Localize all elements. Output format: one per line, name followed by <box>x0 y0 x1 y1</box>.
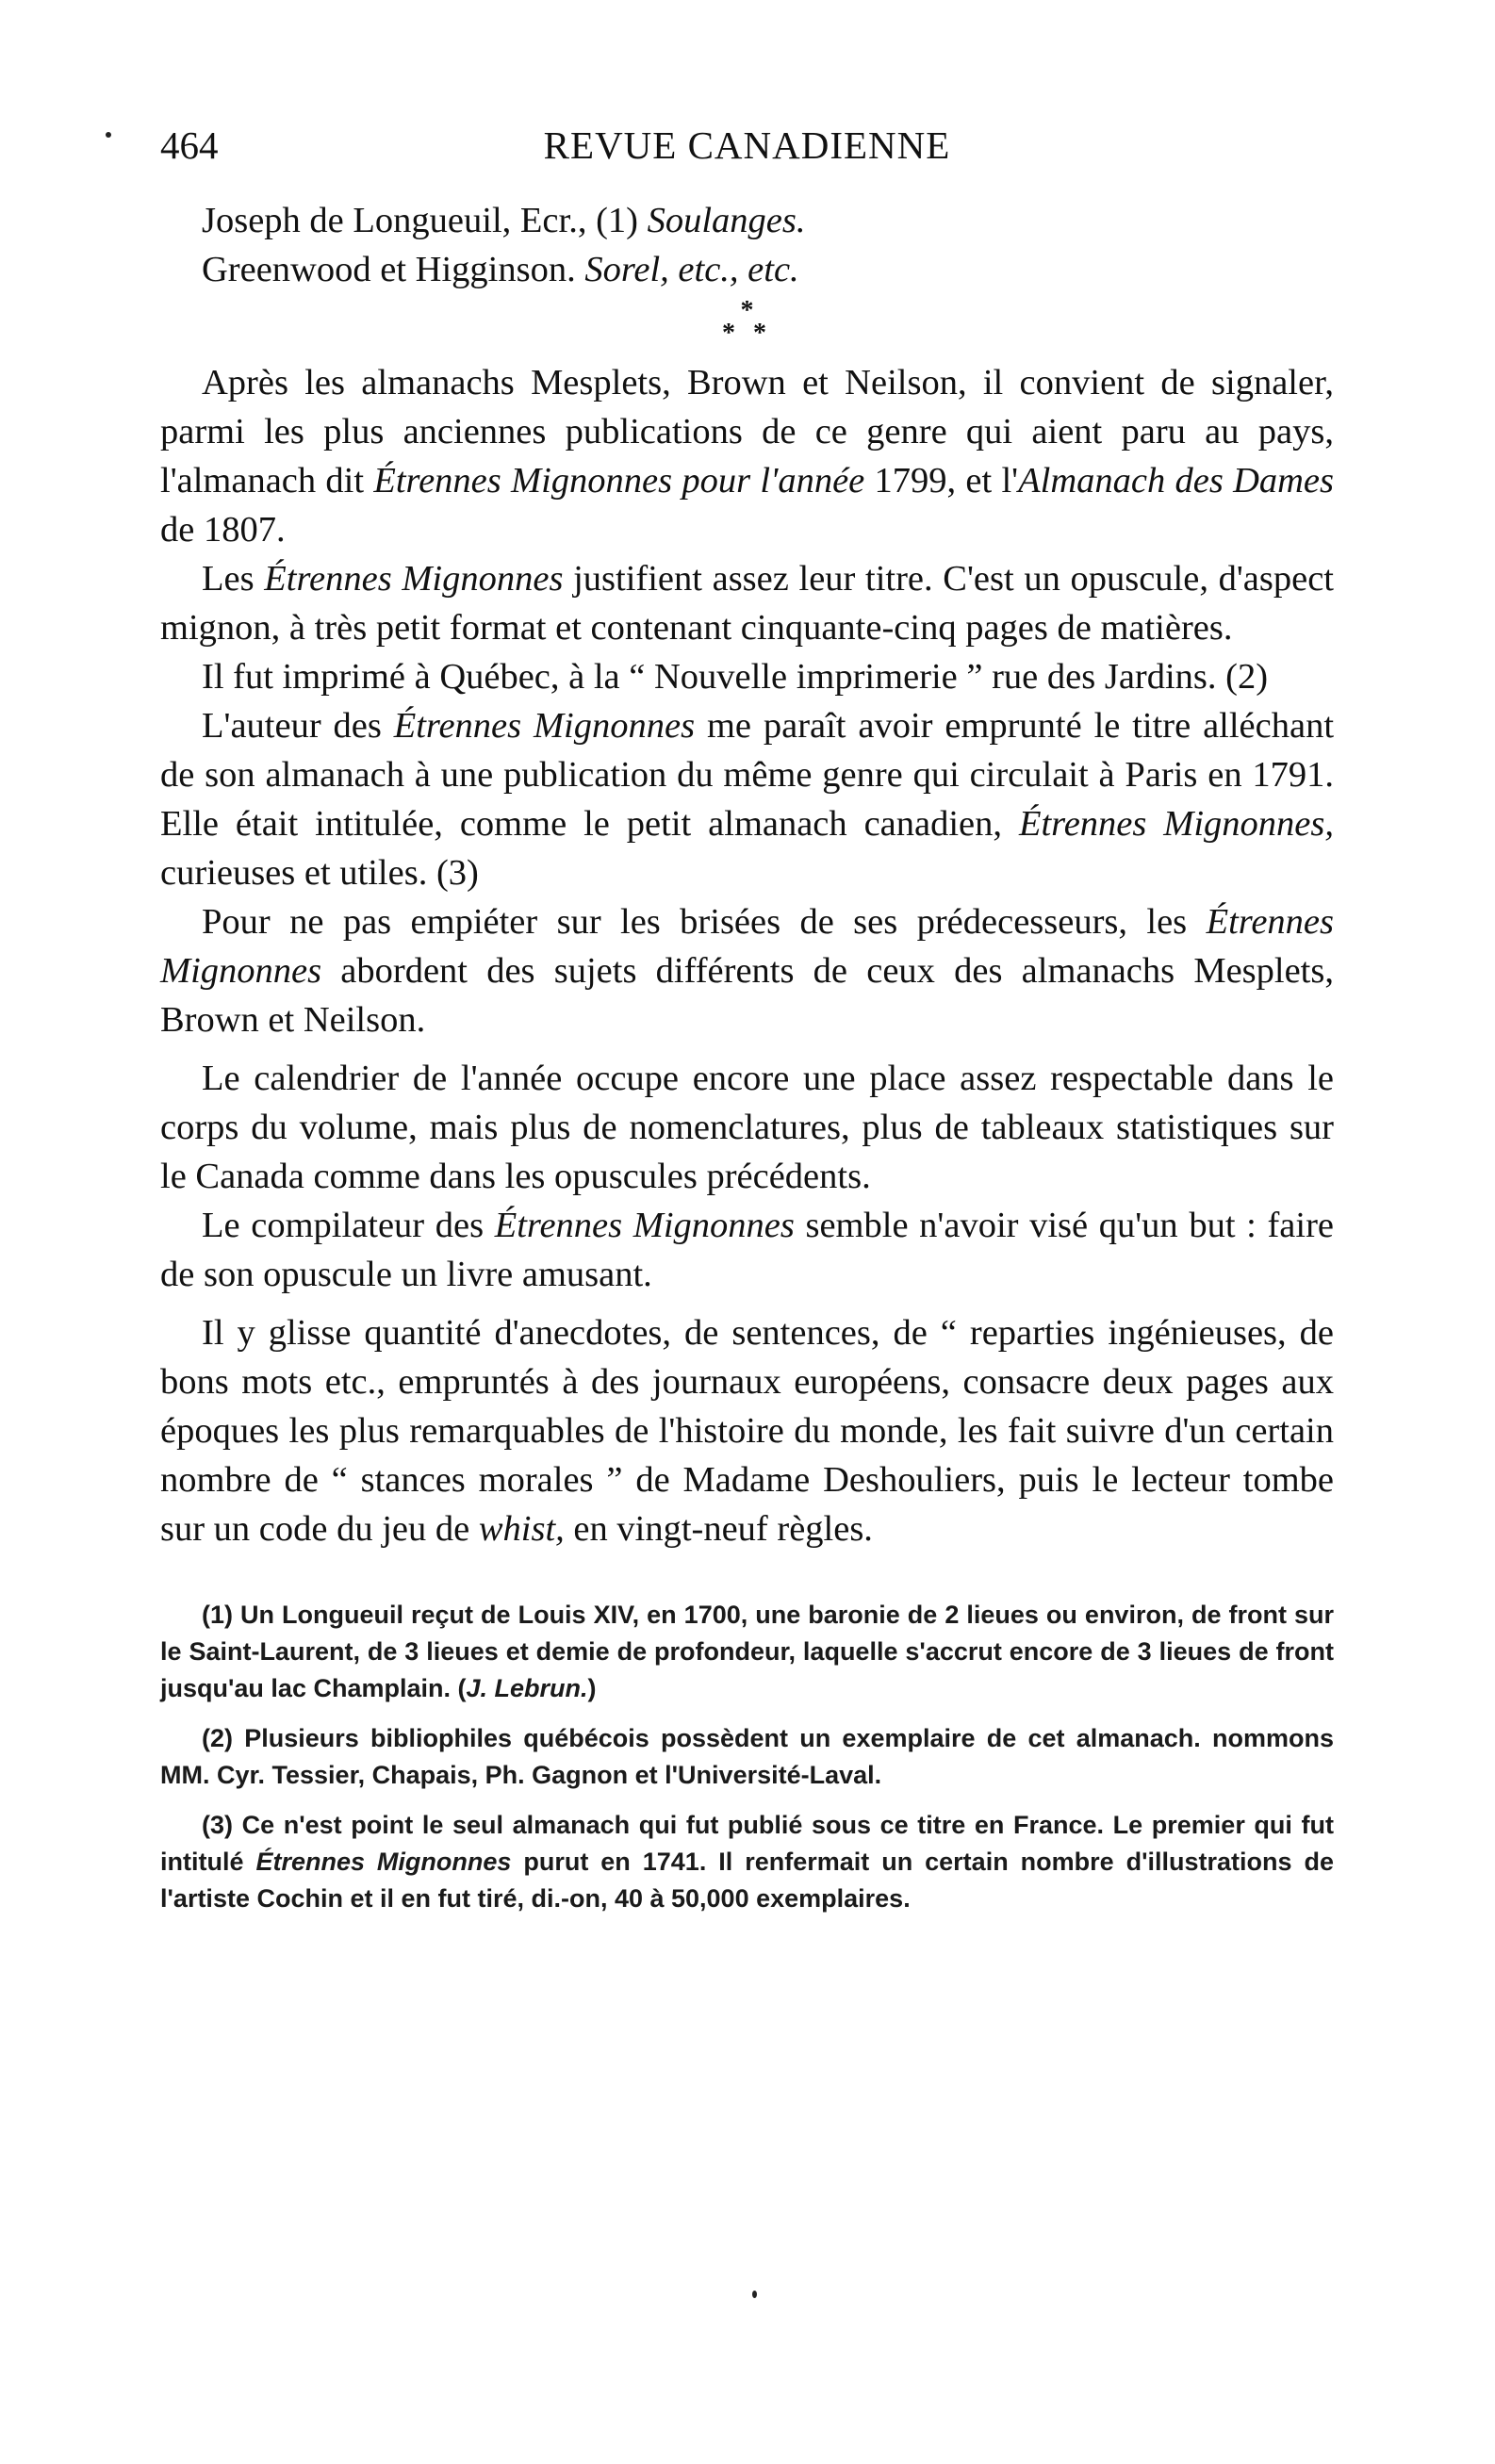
text-run: Il fut imprimé à Québec, à la “ Nouvelle imprimerie ” rue des Jardins. (2) <box>202 657 1269 697</box>
text-run: (2) Plusieurs bibliophiles québécois possèdent un exemplaire de cet almanach. nommons MM. Cyr. Tessier, Chapais, Ph. Gagnon et l'Université-Laval. <box>160 1724 1334 1789</box>
text-run: Le calendrier de l'année occupe encore une place assez respectable dans le corps du volume, mais plus de nomenclatures, plus de tableaux statistiques sur le Canada comme dans les opuscules précédents. <box>160 1059 1334 1196</box>
paragraph <box>160 701 1334 897</box>
paragraph <box>160 358 1334 554</box>
italic-text: Étrennes Mignonnes <box>255 1848 512 1876</box>
italic-text: Étrennes Mignonnes <box>494 1206 795 1245</box>
text-run: justifient assez leur titre. C'est un opuscule, d'aspect mignon, à très petit format et contenant cinquante-cinq pages de matières. <box>160 559 1334 648</box>
italic-text: whist, <box>478 1509 565 1549</box>
text-run: L'auteur des <box>202 706 394 746</box>
text-run: Les <box>202 559 265 599</box>
asterism-divider <box>160 296 1334 348</box>
paragraph <box>160 1308 1334 1553</box>
page-number: 464 <box>160 123 219 167</box>
paragraphs <box>160 358 1334 1553</box>
footnotes <box>160 1597 1334 1917</box>
text-run: purut en 1741. Il renfermait un certain nombre d'illustrations de l'artiste Cochin et il en fut tiré, di.-on, 40 à 50,000 exemplaires. <box>160 1848 1334 1913</box>
footnote <box>160 1807 1334 1917</box>
text-run: curieuses et utiles. (3) <box>160 853 479 893</box>
text-run: Le compilateur des <box>202 1206 495 1245</box>
text-run: (3) Ce n'est point le seul almanach qui fut publié sous ce titre en France. Le premier qui fut intitulé <box>160 1811 1334 1876</box>
italic-text: Étrennes Mignonnes, <box>1018 804 1335 844</box>
text-run: me paraît avoir emprunté le titre alléchant de son almanach à une publication du même genre qui circulait à Paris en 1791. Elle était intitulée, comme le petit almanach canadien, <box>160 706 1335 844</box>
italic-text: Étrennes Mignonnes <box>264 559 564 599</box>
paragraph <box>160 652 1334 701</box>
page-header <box>160 123 1334 179</box>
text-run: semble n'avoir visé qu'un but : faire de son opuscule un livre amusant. <box>160 1206 1334 1294</box>
opening-line: Joseph de Longueuil, Ecr., (1) Soulanges. <box>202 201 806 240</box>
text-run: ) <box>587 1674 597 1702</box>
text-run: (1) Un Longueuil reçut de Louis XIV, en 1700, une baronie de 2 lieues ou environ, de front sur le Saint-Laurent, de 3 lieues et demie de profondeur, laquelle s'accrut encore de 3 lieues de front jusqu'au lac Champlain. ( <box>160 1601 1334 1702</box>
stray-ink-mark <box>106 132 111 138</box>
body-text <box>160 196 1334 1553</box>
italic-text: Étrennes Mignonnes <box>160 902 1334 991</box>
footnote <box>160 1720 1334 1794</box>
paragraph <box>160 1201 1334 1299</box>
text-run: Il y glisse quantité d'anecdotes, de sentences, de “ reparties ingénieuses, de bons mots etc., empruntés à des journaux européens, consacre deux pages aux époques les plus remarquables de l'histoire du monde, les fait suivre d'un certain nombre de “ stances morales ” de Madame Deshouliers, puis le lecteur tombe sur un code du jeu de <box>160 1313 1334 1549</box>
stray-ink-mark <box>752 2291 757 2298</box>
text-run: Pour ne pas empiéter sur les brisées de ses prédecesseurs, les <box>202 902 1207 942</box>
paragraph <box>160 897 1334 1044</box>
document-page <box>160 123 1334 1930</box>
italic-text: Étrennes Mignonnes pour l'année <box>373 461 865 501</box>
text-run: de 1807. <box>160 510 286 550</box>
asterism-bottom: * * <box>722 319 772 348</box>
paragraph <box>160 1054 1334 1201</box>
paragraph <box>160 554 1334 652</box>
text-run: abordent des sujets différents de ceux des almanachs Mesplets, Brown et Neilson. <box>160 951 1334 1040</box>
italic-text: Étrennes Mignonnes <box>393 706 696 746</box>
text-run: 1799, et l' <box>864 461 1019 501</box>
footnote <box>160 1597 1334 1707</box>
opening-line: Greenwood et Higginson. Sorel, etc., etc. <box>202 250 799 289</box>
asterism-top: * <box>740 296 754 325</box>
text-run: Après les almanachs Mesplets, Brown et Neilson, il convient de signaler, parmi les plus anciennes publications de ce genre qui aient paru au pays, l'almanach dit <box>160 363 1334 501</box>
italic-text: J. Lebrun. <box>466 1674 588 1702</box>
italic-text: Almanach des Dames <box>1018 461 1335 501</box>
running-title: REVUE CANADIENNE <box>543 123 951 167</box>
text-run: en vingt-neuf règles. <box>564 1509 873 1549</box>
